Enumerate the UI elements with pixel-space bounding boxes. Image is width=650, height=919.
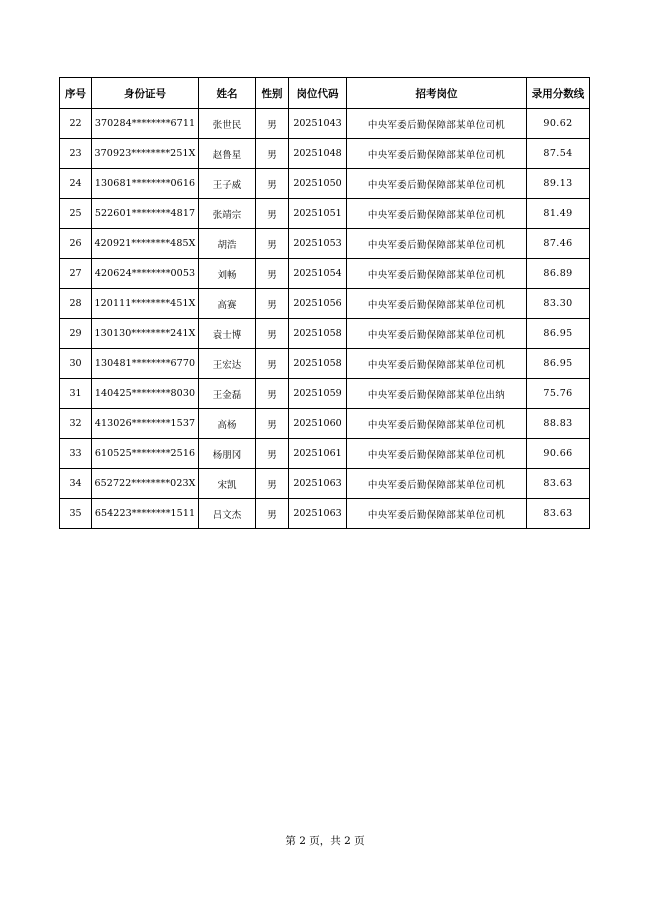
post-code-cell: 20251050 xyxy=(289,169,347,199)
post-code-cell: 20251053 xyxy=(289,229,347,259)
post-cell: 中央军委后勤保障部某单位司机 xyxy=(347,499,527,529)
score-cell: 86.89 xyxy=(527,259,590,289)
gender-cell: 男 xyxy=(256,349,289,379)
table-row xyxy=(60,379,590,409)
post-code-cell: 20251061 xyxy=(289,439,347,469)
score-cell: 87.54 xyxy=(527,139,590,169)
id-number-cell: 652722********023X xyxy=(92,469,199,499)
gender-cell: 男 xyxy=(256,259,289,289)
post-code-cell: 20251054 xyxy=(289,259,347,289)
post-cell: 中央军委后勤保障部某单位司机 xyxy=(347,289,527,319)
post-code-cell: 20251060 xyxy=(289,409,347,439)
table-row xyxy=(60,319,590,349)
score-cell: 83.63 xyxy=(527,499,590,529)
id-number-cell: 654223********1511 xyxy=(92,499,199,529)
score-cell: 89.13 xyxy=(527,169,590,199)
serial-cell: 29 xyxy=(60,319,92,349)
name-cell: 王金磊 xyxy=(199,379,256,409)
post-code-cell: 20251048 xyxy=(289,139,347,169)
score-cell: 86.95 xyxy=(527,319,590,349)
score-cell: 88.83 xyxy=(527,409,590,439)
serial-cell: 30 xyxy=(60,349,92,379)
table-body xyxy=(60,109,590,529)
name-cell: 刘畅 xyxy=(199,259,256,289)
score-cell: 90.62 xyxy=(527,109,590,139)
score-cell: 83.30 xyxy=(527,289,590,319)
gender-cell: 男 xyxy=(256,499,289,529)
score-cell: 87.46 xyxy=(527,229,590,259)
id-number-cell: 420921********485X xyxy=(92,229,199,259)
table-row xyxy=(60,169,590,199)
name-cell: 王宏达 xyxy=(199,349,256,379)
serial-cell: 34 xyxy=(60,469,92,499)
gender-cell: 男 xyxy=(256,199,289,229)
gender-cell: 男 xyxy=(256,319,289,349)
post-code-cell: 20251051 xyxy=(289,199,347,229)
serial-cell: 33 xyxy=(60,439,92,469)
post-cell: 中央军委后勤保障部某单位司机 xyxy=(347,349,527,379)
name-cell: 高杨 xyxy=(199,409,256,439)
id-number-cell: 370284********6711 xyxy=(92,109,199,139)
table-row xyxy=(60,229,590,259)
serial-cell: 24 xyxy=(60,169,92,199)
post-cell: 中央军委后勤保障部某单位司机 xyxy=(347,229,527,259)
gender-cell: 男 xyxy=(256,169,289,199)
admission-score-table xyxy=(59,77,590,529)
post-code-cell: 20251056 xyxy=(289,289,347,319)
table-row xyxy=(60,289,590,319)
post-cell: 中央军委后勤保障部某单位司机 xyxy=(347,139,527,169)
score-cell: 86.95 xyxy=(527,349,590,379)
post-cell: 中央军委后勤保障部某单位司机 xyxy=(347,169,527,199)
score-cell: 75.76 xyxy=(527,379,590,409)
header-gender: 性别 xyxy=(256,78,289,109)
table-header-row xyxy=(60,78,590,109)
name-cell: 张靖宗 xyxy=(199,199,256,229)
post-code-cell: 20251059 xyxy=(289,379,347,409)
table-row xyxy=(60,469,590,499)
serial-cell: 25 xyxy=(60,199,92,229)
name-cell: 杨朋冈 xyxy=(199,439,256,469)
table-row xyxy=(60,349,590,379)
name-cell: 吕文杰 xyxy=(199,499,256,529)
gender-cell: 男 xyxy=(256,469,289,499)
id-number-cell: 140425********8030 xyxy=(92,379,199,409)
header-id-number: 身份证号 xyxy=(92,78,199,109)
post-cell: 中央军委后勤保障部某单位司机 xyxy=(347,469,527,499)
serial-cell: 27 xyxy=(60,259,92,289)
id-number-cell: 413026********1537 xyxy=(92,409,199,439)
table-row xyxy=(60,109,590,139)
serial-cell: 26 xyxy=(60,229,92,259)
post-code-cell: 20251058 xyxy=(289,319,347,349)
gender-cell: 男 xyxy=(256,379,289,409)
score-cell: 81.49 xyxy=(527,199,590,229)
gender-cell: 男 xyxy=(256,109,289,139)
post-code-cell: 20251063 xyxy=(289,469,347,499)
id-number-cell: 120111********451X xyxy=(92,289,199,319)
post-code-cell: 20251058 xyxy=(289,349,347,379)
post-cell: 中央军委后勤保障部某单位司机 xyxy=(347,109,527,139)
id-number-cell: 130681********0616 xyxy=(92,169,199,199)
header-post: 招考岗位 xyxy=(347,78,527,109)
header-serial: 序号 xyxy=(60,78,92,109)
table-row xyxy=(60,259,590,289)
id-number-cell: 370923********251X xyxy=(92,139,199,169)
id-number-cell: 130481********6770 xyxy=(92,349,199,379)
gender-cell: 男 xyxy=(256,289,289,319)
post-cell: 中央军委后勤保障部某单位司机 xyxy=(347,409,527,439)
score-cell: 83.63 xyxy=(527,469,590,499)
table-row xyxy=(60,439,590,469)
page-number-footer: 第 2 页，共 2 页 xyxy=(285,835,365,847)
serial-cell: 23 xyxy=(60,139,92,169)
gender-cell: 男 xyxy=(256,439,289,469)
header-score-line: 录用分数线 xyxy=(527,78,590,109)
id-number-cell: 522601********4817 xyxy=(92,199,199,229)
name-cell: 袁士博 xyxy=(199,319,256,349)
gender-cell: 男 xyxy=(256,409,289,439)
name-cell: 张世民 xyxy=(199,109,256,139)
table-row xyxy=(60,499,590,529)
name-cell: 胡浩 xyxy=(199,229,256,259)
name-cell: 宋凯 xyxy=(199,469,256,499)
table-row xyxy=(60,199,590,229)
serial-cell: 32 xyxy=(60,409,92,439)
post-cell: 中央军委后勤保障部某单位出纳 xyxy=(347,379,527,409)
id-number-cell: 130130********241X xyxy=(92,319,199,349)
name-cell: 赵鲁星 xyxy=(199,139,256,169)
id-number-cell: 610525********2516 xyxy=(92,439,199,469)
serial-cell: 22 xyxy=(60,109,92,139)
post-cell: 中央军委后勤保障部某单位司机 xyxy=(347,319,527,349)
serial-cell: 28 xyxy=(60,289,92,319)
gender-cell: 男 xyxy=(256,229,289,259)
post-cell: 中央军委后勤保障部某单位司机 xyxy=(347,199,527,229)
name-cell: 王子威 xyxy=(199,169,256,199)
post-code-cell: 20251043 xyxy=(289,109,347,139)
gender-cell: 男 xyxy=(256,139,289,169)
score-cell: 90.66 xyxy=(527,439,590,469)
id-number-cell: 420624********0053 xyxy=(92,259,199,289)
serial-cell: 31 xyxy=(60,379,92,409)
post-cell: 中央军委后勤保障部某单位司机 xyxy=(347,259,527,289)
post-code-cell: 20251063 xyxy=(289,499,347,529)
serial-cell: 35 xyxy=(60,499,92,529)
post-cell: 中央军委后勤保障部某单位司机 xyxy=(347,439,527,469)
table-row xyxy=(60,139,590,169)
header-name: 姓名 xyxy=(199,78,256,109)
table-row xyxy=(60,409,590,439)
name-cell: 高赛 xyxy=(199,289,256,319)
header-post-code: 岗位代码 xyxy=(289,78,347,109)
